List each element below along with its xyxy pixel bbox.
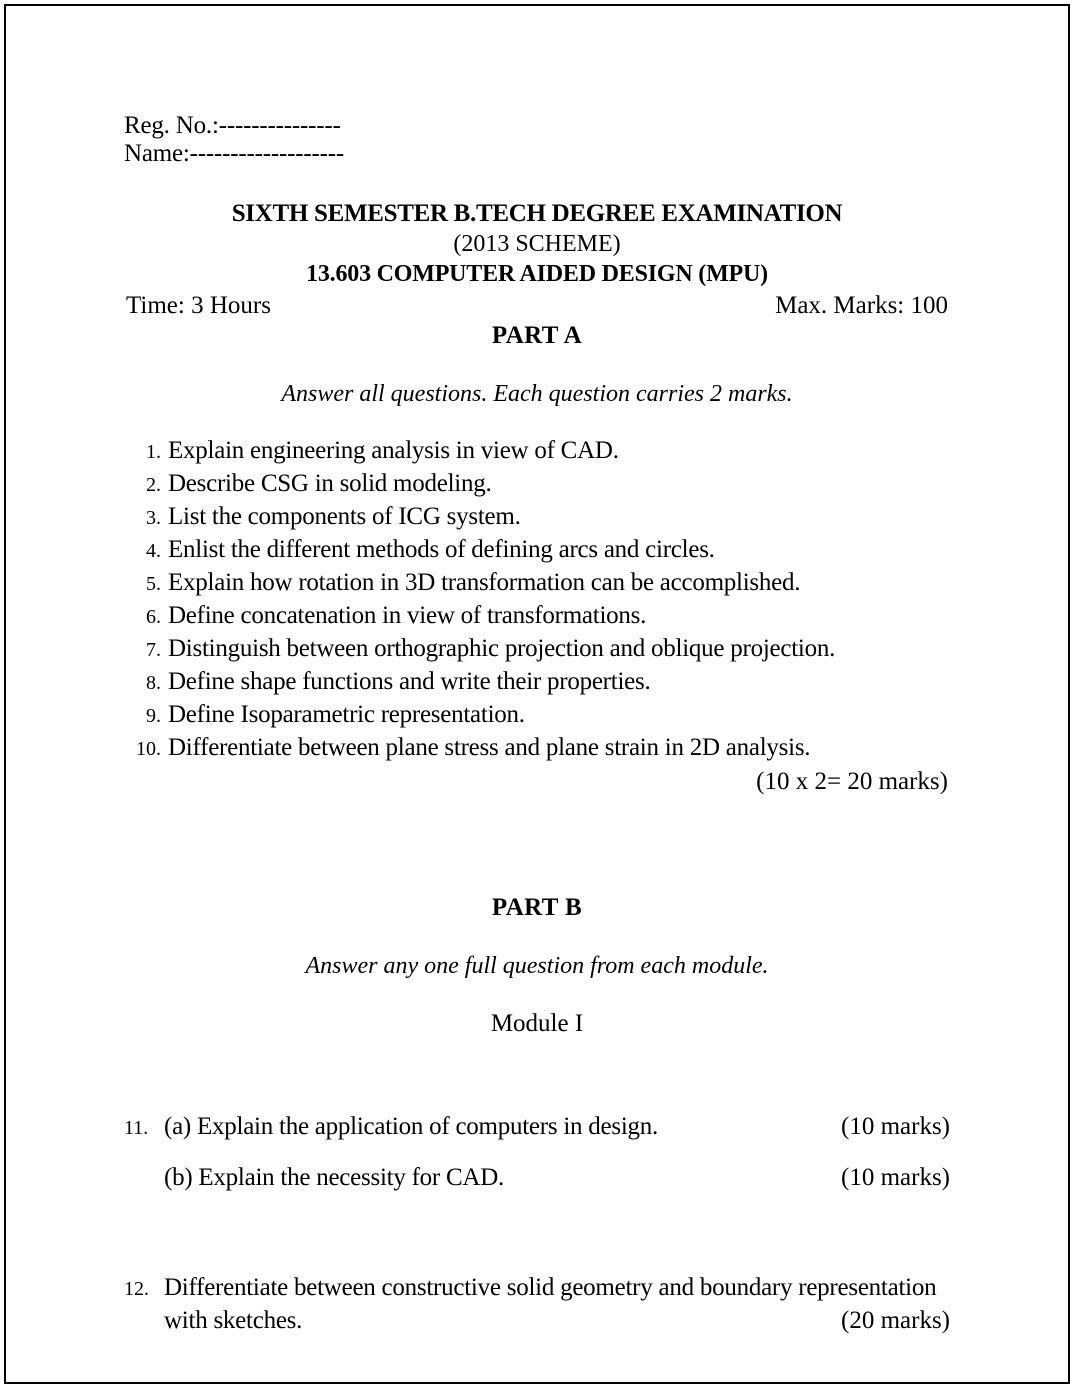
question-text: Differentiate between plane stress and plane strain in 2D analysis. (168, 734, 811, 761)
question-marks: (20 marks) (841, 1307, 950, 1334)
question-text-line2: with sketches. (164, 1307, 303, 1334)
module-heading: Module I (490, 1010, 584, 1037)
question-text: Define concatenation in view of transformations. (168, 602, 647, 629)
time-and-marks-row (124, 291, 950, 321)
exam-course-code: 13.603 COMPUTER AIDED DESIGN (MPU) (306, 261, 768, 287)
question-number: 12. (124, 1278, 149, 1300)
part-a-total-marks: (10 x 2= 20 marks) (756, 768, 948, 795)
reg-no-line: Reg. No.:--------------- (124, 112, 341, 139)
part-a-instruction: Answer all questions. Each question carries 2 marks. (281, 381, 793, 407)
part-b-section (124, 893, 950, 1337)
identification-block (124, 112, 950, 168)
list-item (124, 501, 950, 534)
question-12-continuation (124, 1305, 950, 1337)
part-b-instruction: Answer any one full question from each module. (305, 953, 769, 979)
question-text: Define shape functions and write their properties. (168, 668, 651, 695)
question-number: 10. (136, 738, 161, 760)
question-number: 7. (146, 639, 161, 661)
question-12-row (124, 1272, 950, 1305)
exam-scheme: (2013 SCHEME) (453, 231, 621, 257)
list-item (124, 633, 950, 666)
question-11a-row (124, 1111, 950, 1144)
part-a-heading: PART A (491, 322, 583, 349)
question-number: 1. (146, 441, 161, 463)
question-number: 9. (146, 705, 161, 727)
question-text: Differentiate between constructive solid geometry and boundary representation (164, 1274, 937, 1301)
question-11b-row (124, 1162, 950, 1194)
exam-title-block (124, 198, 950, 289)
question-text: Distinguish between orthographic projection and oblique projection. (168, 635, 836, 662)
question-11 (124, 1111, 950, 1194)
question-text: Define Isoparametric representation. (168, 701, 525, 728)
list-item (124, 567, 950, 600)
question-text: Enlist the different methods of defining arcs and circles. (168, 536, 715, 563)
time-label: Time: 3 Hours (126, 292, 271, 319)
question-number: 8. (146, 672, 161, 694)
list-item (124, 435, 950, 468)
part-a-question-list (124, 435, 950, 765)
question-text: Describe CSG in solid modeling. (168, 470, 492, 497)
name-line: Name:------------------- (124, 140, 345, 167)
question-number: 2. (146, 474, 161, 496)
question-number: 11. (124, 1117, 149, 1139)
question-text: Explain how rotation in 3D transformation can be accomplished. (168, 569, 801, 596)
question-number: 4. (146, 540, 161, 562)
max-marks-label: Max. Marks: 100 (775, 292, 948, 319)
list-item (124, 600, 950, 633)
question-number: 6. (146, 606, 161, 628)
question-text: Explain engineering analysis in view of CAD. (168, 437, 619, 464)
question-marks: (10 marks) (841, 1113, 950, 1140)
question-text: (a) Explain the application of computers in design. (164, 1113, 659, 1140)
list-item (124, 666, 950, 699)
list-item (124, 732, 950, 765)
part-b-heading: PART B (491, 894, 583, 921)
question-number: 3. (146, 507, 161, 529)
list-item (124, 534, 950, 567)
question-text: (b) Explain the necessity for CAD. (164, 1164, 505, 1191)
question-12 (124, 1272, 950, 1337)
exam-title: SIXTH SEMESTER B.TECH DEGREE EXAMINATION (231, 200, 843, 227)
list-item (124, 699, 950, 732)
question-text: List the components of ICG system. (168, 503, 521, 530)
question-number: 5. (146, 573, 161, 595)
list-item (124, 468, 950, 501)
question-marks: (10 marks) (841, 1164, 950, 1191)
